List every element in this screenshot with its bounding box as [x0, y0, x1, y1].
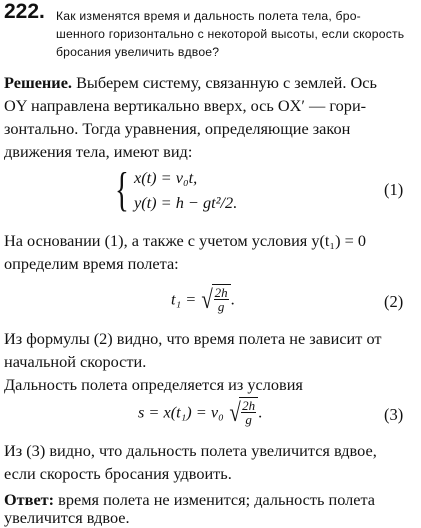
solution-line-8: начальной скорости.: [4, 352, 147, 371]
answer-label: Ответ:: [4, 490, 55, 509]
solution-line-11: если скорость бросания удвоить.: [4, 464, 232, 483]
solution-line-6: определим время полета:: [4, 254, 179, 273]
solution-line-7: Из формулы (2) видно, что время полета не зависит от: [4, 329, 382, 348]
equation-3-lhs: s = x(t₁) = v₀: [138, 402, 224, 422]
equation-2-lhs: t₁ =: [171, 289, 197, 309]
equation-2-number: (2): [384, 292, 404, 311]
equation-1-number: (1): [384, 180, 404, 199]
solution-line-1: [4, 73, 377, 93]
answer-line-2: увеличится вдвое.: [4, 508, 130, 527]
equation-1a: x(t) = v₀t,: [134, 168, 198, 187]
system-brace: {: [115, 163, 129, 216]
solution-line-3: зонтально. Тогда уравнения, определяющие закон: [4, 119, 351, 138]
sqrt-sign: √: [229, 397, 241, 427]
equation-3-numerator: 2h: [242, 398, 256, 413]
equation-3-number: (3): [384, 405, 404, 424]
equation-2-denominator: g: [217, 299, 225, 314]
solution-line-4: движения тела, имеют вид:: [4, 142, 193, 161]
solution-line-5: На основании (1), а также с учетом условия y(t₁) = 0: [4, 231, 366, 250]
equation-1b: y(t) = h − gt²/2.: [134, 193, 238, 212]
problem-text-line-2: шенного горизонтально с некоторой высоты, если скорость: [56, 27, 405, 41]
sqrt-sign: √: [201, 284, 214, 314]
equation-3-denominator: g: [245, 412, 252, 427]
answer-line-1: [4, 490, 375, 510]
problem-number: 222.: [4, 0, 45, 23]
equation-2-fraction: [214, 286, 229, 313]
equation-2: t₁ = √ $\frac{2h}{g}$ .: [171, 284, 235, 314]
problem-text-line-1: Как изменятся время и дальность полета тела, бро-: [56, 9, 361, 23]
equation-3: s = x(t₁) = v₀ √ $\frac{2h}{g}$ .: [138, 397, 263, 427]
solution-line-1-text: Выберем систему, связанную с землей. Ось: [72, 73, 377, 92]
solution-label: Решение.: [4, 73, 72, 92]
problem-text-line-3: бросания увеличить вдвое?: [56, 45, 220, 59]
solution-line-2: OY направлена вертикально вверх, ось OX′ — гори-: [4, 96, 367, 115]
solution-line-10: Из (3) видно, что дальность полета увеличится вдвое,: [4, 441, 377, 460]
solution-line-9: Дальность полета определяется из условия: [4, 375, 303, 394]
equation-2-numerator: 2h: [214, 285, 228, 300]
answer-line-1-text: время полета не изменится; дальность полета: [54, 490, 376, 509]
equation-3-fraction: [241, 399, 256, 426]
